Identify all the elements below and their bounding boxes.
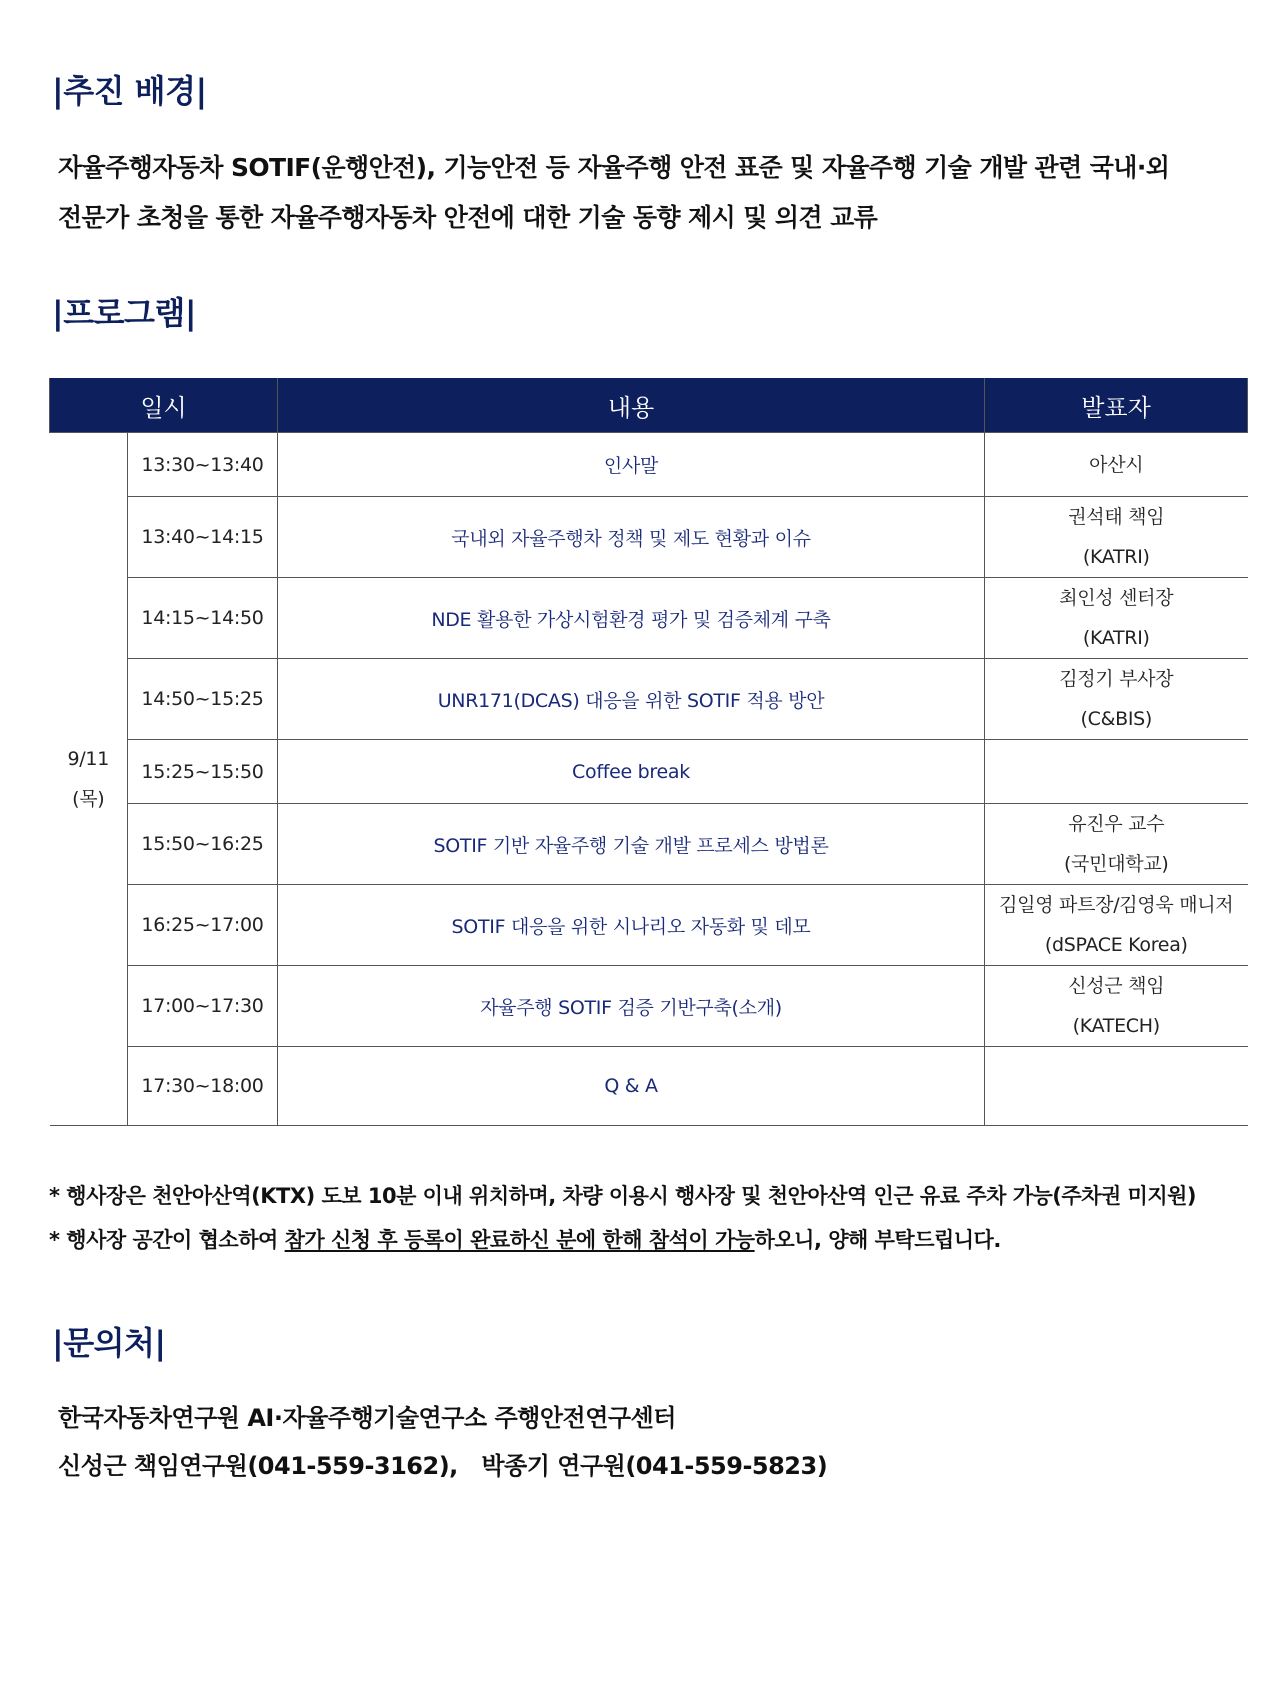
speaker-name: 유진우 교수	[1068, 813, 1165, 835]
program-section-title: |프로그램|	[52, 294, 197, 332]
speaker-name: 김정기 부사장	[1059, 668, 1174, 690]
contact-persons: 신성근 책임연구원(041-559-3162), 박종기 연구원(041-559-5823)	[58, 1452, 828, 1480]
background-line-1: 자율주행자동차 SOTIF(운행안전), 기능안전 등 자율주행 안전 표준 및 자율주행 기술 개발 관련 국내·외	[58, 153, 1170, 182]
table-row	[50, 497, 1248, 578]
content-cell: 자율주행 SOTIF 검증 기반구축(소개)	[278, 966, 985, 1047]
table-row	[50, 740, 1248, 804]
date-day: 9/11	[67, 748, 109, 770]
table-row	[50, 885, 1248, 966]
date-cell	[50, 433, 128, 1126]
content-cell: 인사말	[278, 433, 985, 497]
note-registration-emphasis: 참가 신청 후 등록이 완료하신 분에 한해 참석이 가능	[284, 1228, 755, 1252]
program-table-header	[50, 378, 1248, 433]
speaker-cell	[985, 1047, 1248, 1126]
table-row	[50, 966, 1248, 1047]
time-cell: 15:50~16:25	[128, 804, 278, 885]
date-weekday: (목)	[72, 788, 105, 810]
background-section-title: |추진 배경|	[52, 72, 207, 110]
speaker-cell	[985, 578, 1248, 659]
note-registration-suffix: 하오니, 양해 부탁드립니다.	[754, 1228, 1001, 1252]
speaker-name: 신성근 책임	[1068, 975, 1165, 997]
speaker-affiliation: (국민대학교)	[1064, 853, 1169, 875]
content-cell: NDE 활용한 가상시험환경 평가 및 검증체계 구축	[278, 578, 985, 659]
content-cell: UNR171(DCAS) 대응을 위한 SOTIF 적용 방안	[278, 659, 985, 740]
speaker-affiliation: (KATRI)	[1082, 546, 1150, 568]
time-cell: 13:30~13:40	[128, 433, 278, 497]
speaker-affiliation: (dSPACE Korea)	[1044, 934, 1188, 956]
time-cell: 17:30~18:00	[128, 1047, 278, 1126]
time-cell: 15:25~15:50	[128, 740, 278, 804]
speaker-affiliation: (KATRI)	[1082, 627, 1150, 649]
speaker-cell	[985, 804, 1248, 885]
speaker-cell	[985, 497, 1248, 578]
note-parking: * 행사장은 천안아산역(KTX) 도보 10분 이내 위치하며, 차량 이용시 행사장 및 천안아산역 인근 유료 주차 가능(주차권 미지원)	[49, 1184, 1196, 1208]
table-row	[50, 659, 1248, 740]
speaker-affiliation: (C&BIS)	[1080, 708, 1152, 730]
speaker-cell	[985, 740, 1248, 804]
speaker-name: 권석태 책임	[1068, 506, 1165, 528]
content-cell: Q & A	[278, 1047, 985, 1126]
header-datetime: 일시	[50, 378, 278, 433]
table-row	[50, 804, 1248, 885]
speaker-cell	[985, 885, 1248, 966]
table-row	[50, 1047, 1248, 1126]
time-cell: 13:40~14:15	[128, 497, 278, 578]
content-cell: SOTIF 기반 자율주행 기술 개발 프로세스 방법론	[278, 804, 985, 885]
speaker-cell	[985, 433, 1248, 497]
content-cell: 국내외 자율주행차 정책 및 제도 현황과 이슈	[278, 497, 985, 578]
contact-section-title: |문의처|	[52, 1324, 166, 1362]
content-cell: Coffee break	[278, 740, 985, 804]
speaker-cell	[985, 659, 1248, 740]
header-content: 내용	[278, 378, 985, 433]
background-line-2: 전문가 초청을 통한 자율주행자동차 안전에 대한 기술 동향 제시 및 의견 교류	[58, 203, 878, 232]
speaker-cell	[985, 966, 1248, 1047]
table-row	[50, 578, 1248, 659]
speaker-affiliation: (KATECH)	[1072, 1015, 1160, 1037]
time-cell: 16:25~17:00	[128, 885, 278, 966]
content-cell: SOTIF 대응을 위한 시나리오 자동화 및 데모	[278, 885, 985, 966]
header-speaker: 발표자	[985, 378, 1248, 433]
program-table	[49, 378, 1248, 1126]
time-cell: 14:15~14:50	[128, 578, 278, 659]
background-description	[58, 143, 1248, 243]
note-registration-prefix: * 행사장 공간이 협소하여	[49, 1228, 285, 1252]
speaker-name: 아산시	[1089, 453, 1144, 476]
time-cell: 17:00~17:30	[128, 966, 278, 1047]
table-row	[50, 433, 1248, 497]
speaker-name: 김일영 파트장/김영욱 매니저	[999, 894, 1234, 916]
contact-organization: 한국자동차연구원 AI·자율주행기술연구소 주행안전연구센터	[58, 1404, 676, 1432]
time-cell: 14:50~15:25	[128, 659, 278, 740]
note-registration	[49, 1224, 1259, 1254]
speaker-name: 최인성 센터장	[1059, 587, 1174, 609]
